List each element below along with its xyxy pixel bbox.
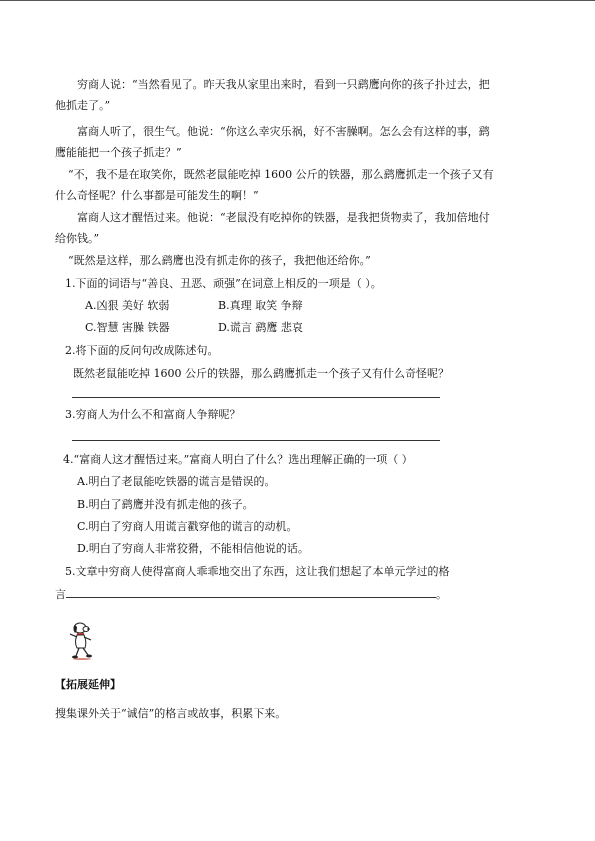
q1-option-b: B.真理 取笑 争辩 (218, 299, 303, 312)
question-1: 1.下面的词语与“善良、丑恶、顽强”在词意上相反的一项是（ ）。 (65, 277, 382, 290)
q4-option-b: B.明白了鹞鹰并没有抓走他的孩子。 (77, 498, 254, 511)
story-p2-line1: 富商人听了，很生气。他说：“你这么幸灾乐祸，好不害臊啊。怎么会有这样的事，鹞 (77, 125, 490, 138)
q2-answer-line[interactable] (72, 397, 440, 398)
q5-suffix: 。 (436, 588, 447, 601)
q4-option-a: A.明白了老鼠能吃铁器的谎言是错误的。 (77, 475, 276, 488)
question-4: 4.“富商人这才醒悟过来。”富商人明白了什么？选出理解正确的一项（ ） (63, 453, 413, 466)
q5-prefix: 言 (55, 588, 66, 601)
question-2: 2.将下面的反问句改成陈述句。 (65, 344, 219, 357)
story-p1-line2: 他抓走了。” (55, 99, 111, 112)
q2-sentence: 既然老鼠能吃掉 1600 公斤的铁器，那么鹞鹰抓走一个孩子又有什么奇怪呢？ (73, 367, 449, 380)
story-p3-line1: “不，我不是在取笑你，既然老鼠能吃掉 1600 公斤的铁器，那么鹞鹰抓走一个孩子又有 (68, 168, 494, 181)
story-p4-line2: 给你钱。” (55, 232, 100, 245)
question-5-line1: 5.文章中穷商人使得富商人乖乖地交出了东西，这让我们想起了本单元学过的格 (65, 565, 450, 578)
question-3: 3.穷商人为什么不和富商人争辩呢？ (65, 408, 241, 421)
extension-task: 搜集课外关于“诚信”的格言或故事，积累下来。 (55, 707, 287, 720)
q1-option-d: D.谎言 鹞鹰 悲哀 (218, 321, 303, 334)
story-p4-line1: 富商人这才醒悟过来。他说：“老鼠没有吃掉你的铁器，是我把货物卖了，我加倍地付 (77, 211, 490, 224)
extension-title: 【拓展延伸】 (55, 678, 121, 691)
page-top-rule (0, 0, 595, 1)
question-5-line2 (55, 587, 447, 602)
story-p2-line2: 鹰能能把一个孩子抓走？” (55, 146, 182, 159)
story-p5-line1: “既然是这样，那么鹞鹰也没有抓走你的孩子，我把他还给你。” (68, 254, 371, 267)
q1-option-a: A.凶狠 美好 软弱 (85, 299, 170, 312)
q4-option-c: C.明白了穷商人用谎言戳穿他的谎言的动机。 (77, 520, 298, 533)
q1-option-c: C.智慧 害臊 铁器 (85, 321, 170, 334)
q4-option-d: D.明白了穷商人非常狡猾，不能相信他说的话。 (77, 542, 309, 555)
story-p1-line1: 穷商人说：“当然看见了。昨天我从家里出来时，看到一只鹞鹰向你的孩子扑过去，把 (77, 78, 490, 91)
snoopy-figure-icon (64, 620, 104, 660)
q5-answer-blank[interactable] (66, 587, 436, 598)
story-p3-line2: 什么奇怪呢？什么事都是可能发生的啊！” (55, 189, 259, 202)
q3-answer-line[interactable] (72, 440, 440, 441)
